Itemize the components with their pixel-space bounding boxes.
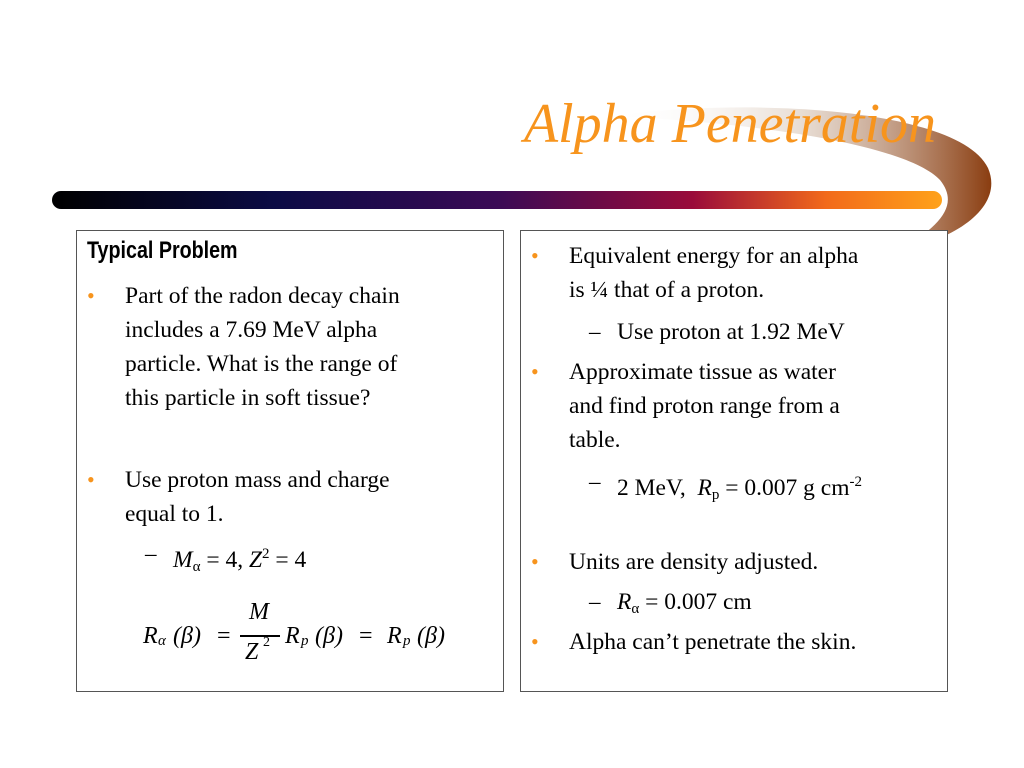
bullet-icon: •: [531, 629, 539, 654]
dash-icon: –: [589, 319, 601, 344]
sup-exponent: 2: [262, 546, 270, 562]
text-line: Approximate tissue as water: [569, 359, 836, 385]
formula-den-exponent: 2: [263, 635, 270, 650]
text-line: Use proton mass and charge: [125, 467, 390, 493]
dash-icon: –: [589, 469, 601, 494]
formula-sub-alpha: α: [158, 633, 166, 649]
bullet-text-equivalent-energy: [569, 239, 939, 307]
text-line: and find proton range from a: [569, 393, 840, 419]
formula-R: R: [143, 623, 158, 649]
text-line: Equivalent energy for an alpha: [569, 243, 859, 269]
text-line: this particle in soft tissue?: [125, 385, 371, 411]
fraction-bar: [240, 635, 280, 637]
formula-beta: (β): [173, 623, 201, 649]
sub-bullet-proton-energy: Use proton at 1.92 MeV: [617, 319, 845, 345]
bullet-icon: •: [87, 467, 95, 492]
text-segment: = 4,: [200, 547, 249, 573]
bullet-text-proton-mass: [125, 463, 465, 531]
formula-equals: =: [359, 623, 373, 649]
formula-sub-p: p: [301, 633, 309, 649]
bullet-icon: •: [531, 359, 539, 384]
bullet-text-density-units: Units are density adjusted.: [569, 549, 819, 575]
bullet-icon: •: [531, 243, 539, 268]
slide-title: Alpha Penetration: [523, 93, 936, 155]
formula-sub-p: p: [403, 633, 411, 649]
text-segment: = 0.007 cm: [639, 589, 752, 615]
formula-equals: =: [217, 623, 231, 649]
formula-beta: (β): [417, 623, 445, 649]
var-R: R: [697, 475, 712, 501]
bullet-text-skin: Alpha can’t penetrate the skin.: [569, 629, 857, 655]
text-segment: = 4: [269, 547, 307, 573]
var-R: R: [617, 589, 632, 615]
text-segment: 2 MeV,: [617, 475, 698, 501]
text-line: Part of the radon decay chain: [125, 283, 400, 309]
var-Z: Z: [248, 547, 263, 573]
sub-bullet-proton-range: [617, 465, 957, 512]
box-heading: Typical Problem: [87, 237, 238, 264]
formula-beta: (β): [315, 623, 343, 649]
sub-bullet-mass-charge: [173, 537, 513, 584]
text-segment: = 0.007 g cm: [719, 475, 850, 501]
text-line: equal to 1.: [125, 501, 224, 527]
dash-icon: –: [145, 541, 157, 566]
formula-Rp: R: [387, 623, 402, 649]
sub-alpha: α: [192, 559, 201, 575]
formula-Rp: R: [285, 623, 300, 649]
text-line: includes a 7.69 MeV alpha: [125, 317, 378, 343]
range-formula: [137, 597, 477, 677]
sup-exponent: -2: [849, 474, 862, 490]
text-line: table.: [569, 427, 621, 453]
sub-p: p: [711, 487, 720, 503]
dash-icon: –: [589, 589, 601, 614]
sub-bullet-alpha-range: [617, 585, 957, 626]
formula-numerator: M: [249, 599, 269, 625]
bullet-text-tissue-water: [569, 355, 909, 457]
formula-denominator: Z: [245, 639, 259, 665]
right-content-box: [520, 230, 948, 692]
bullet-text-decay-chain: [125, 279, 465, 415]
text-line: is ¼ that of a proton.: [569, 277, 765, 303]
var-M: M: [173, 547, 193, 573]
text-line: particle. What is the range of: [125, 351, 398, 377]
left-content-box: [76, 230, 504, 692]
bullet-icon: •: [87, 283, 95, 308]
sub-alpha: α: [631, 601, 640, 617]
bullet-icon: •: [531, 549, 539, 574]
